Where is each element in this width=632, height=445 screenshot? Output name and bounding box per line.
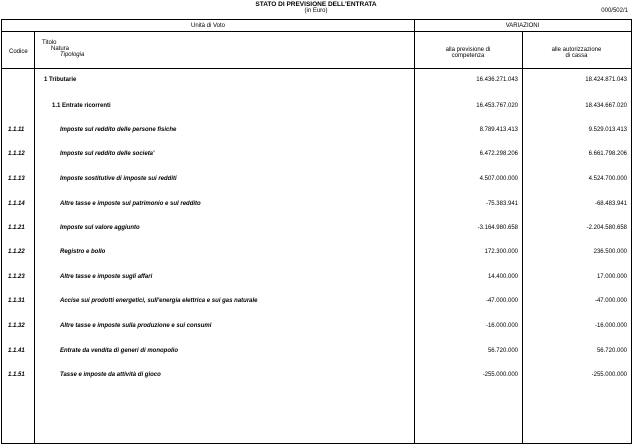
column-header-codice: Codice bbox=[9, 49, 28, 55]
row-competenza: 172.300.000 bbox=[484, 249, 518, 255]
table-row bbox=[2, 103, 631, 115]
row-description: Imposte sostitutive di imposte sui redditi bbox=[60, 176, 177, 182]
document-code: 000/502/1 bbox=[601, 8, 628, 14]
row-competenza: -255.000.000 bbox=[482, 372, 518, 378]
row-cassa: 236.500.000 bbox=[593, 249, 627, 255]
row-description: Imposte sul reddito delle persone fisiche bbox=[60, 127, 177, 133]
row-description: Imposte sul reddito delle societa' bbox=[60, 151, 155, 157]
table-row bbox=[2, 77, 631, 89]
column-header-cassa-1: alle autorizzazione bbox=[551, 47, 602, 53]
divider bbox=[2, 68, 631, 69]
row-code: 1.1.12 bbox=[8, 151, 25, 157]
row-competenza: 56.720.000 bbox=[487, 348, 518, 354]
row-competenza: -16.000.000 bbox=[485, 323, 518, 329]
row-competenza: -75.383.941 bbox=[485, 201, 518, 207]
row-cassa: -2.204.580.658 bbox=[586, 225, 627, 231]
row-cassa: -16.000.000 bbox=[594, 323, 627, 329]
row-code: 1.1.51 bbox=[8, 372, 25, 378]
row-code: 1.1.31 bbox=[8, 298, 25, 304]
row-description: 1.1 Entrate ricorrenti bbox=[52, 103, 111, 109]
row-cassa: 18.424.871.043 bbox=[585, 77, 627, 83]
row-description: Altre tasse e imposte sul patrimonio e sul reddito bbox=[60, 201, 201, 207]
table-row bbox=[2, 372, 631, 384]
row-cassa: 9.529.013.413 bbox=[588, 127, 627, 133]
table-row bbox=[2, 298, 631, 310]
row-cassa: 17.000.000 bbox=[596, 274, 627, 280]
row-description: Tasse e imposte da attività di gioco bbox=[60, 372, 161, 378]
row-competenza: -3.164.980.658 bbox=[477, 225, 518, 231]
row-competenza: 8.789.413.413 bbox=[479, 127, 518, 133]
table-row bbox=[2, 151, 631, 163]
row-competenza: -47.000.000 bbox=[485, 298, 518, 304]
row-cassa: 4.524.700.000 bbox=[588, 176, 627, 182]
row-competenza: 16.453.767.020 bbox=[476, 103, 518, 109]
column-header-unita: Unità di Voto bbox=[190, 23, 226, 29]
page-subtitle: (in Euro) bbox=[304, 8, 328, 14]
table-row bbox=[2, 201, 631, 213]
row-code: 1.1.41 bbox=[8, 348, 25, 354]
table-row bbox=[2, 225, 631, 237]
table-row bbox=[2, 176, 631, 188]
row-code: 1.1.23 bbox=[8, 274, 25, 280]
label-titolo: Titolo bbox=[42, 40, 57, 46]
table-row bbox=[2, 348, 631, 360]
column-header-variazioni: VARIAZIONI bbox=[505, 23, 540, 29]
row-description: Altre tasse e imposte sulla produzione e sui consumi bbox=[60, 323, 212, 329]
row-description: Altre tasse e imposte sugli affari bbox=[60, 274, 153, 280]
table-row bbox=[2, 249, 631, 261]
row-competenza: 16.436.271.043 bbox=[476, 77, 518, 83]
row-competenza: 4.507.000.000 bbox=[479, 176, 518, 182]
row-code: 1.1.32 bbox=[8, 323, 25, 329]
row-code: 1.1.21 bbox=[8, 225, 25, 231]
row-cassa: -47.000.000 bbox=[594, 298, 627, 304]
budget-table bbox=[1, 19, 632, 444]
column-header-cassa-2: di cassa bbox=[565, 53, 588, 59]
row-cassa: -68.483.941 bbox=[594, 201, 627, 207]
row-code: 1.1.11 bbox=[8, 127, 25, 133]
row-competenza: 6.472.298.206 bbox=[479, 151, 518, 157]
row-cassa: 6.661.798.206 bbox=[588, 151, 627, 157]
row-description: Accise sui prodotti energetici, sull'energia elettrica e sui gas naturale bbox=[60, 298, 258, 304]
row-code: 1.1.22 bbox=[8, 249, 25, 255]
row-description: Imposte sul valore aggiunto bbox=[60, 225, 140, 231]
row-cassa: 18.434.667.020 bbox=[585, 103, 627, 109]
table-row bbox=[2, 274, 631, 286]
table-row bbox=[2, 323, 631, 335]
row-description: Registro e bollo bbox=[60, 249, 106, 255]
row-code: 1.1.14 bbox=[8, 201, 25, 207]
column-header-competenza-1: alla previsione di bbox=[445, 47, 491, 53]
column-header-competenza-2: competenza bbox=[451, 53, 485, 59]
divider bbox=[2, 31, 631, 32]
row-description: Entrate da vendita di generi di monopolio bbox=[60, 348, 179, 354]
row-cassa: 56.720.000 bbox=[596, 348, 627, 354]
row-competenza: 14.400.000 bbox=[487, 274, 518, 280]
table-row bbox=[2, 127, 631, 139]
page-title: STATO DI PREVISIONE DELL'ENTRATA bbox=[255, 1, 377, 8]
row-cassa: -255.000.000 bbox=[591, 372, 627, 378]
row-code: 1.1.13 bbox=[8, 176, 25, 182]
label-tipologia: Tipologia bbox=[60, 52, 85, 58]
label-natura: Natura bbox=[51, 46, 70, 52]
row-description: 1 Tributarie bbox=[44, 77, 77, 83]
